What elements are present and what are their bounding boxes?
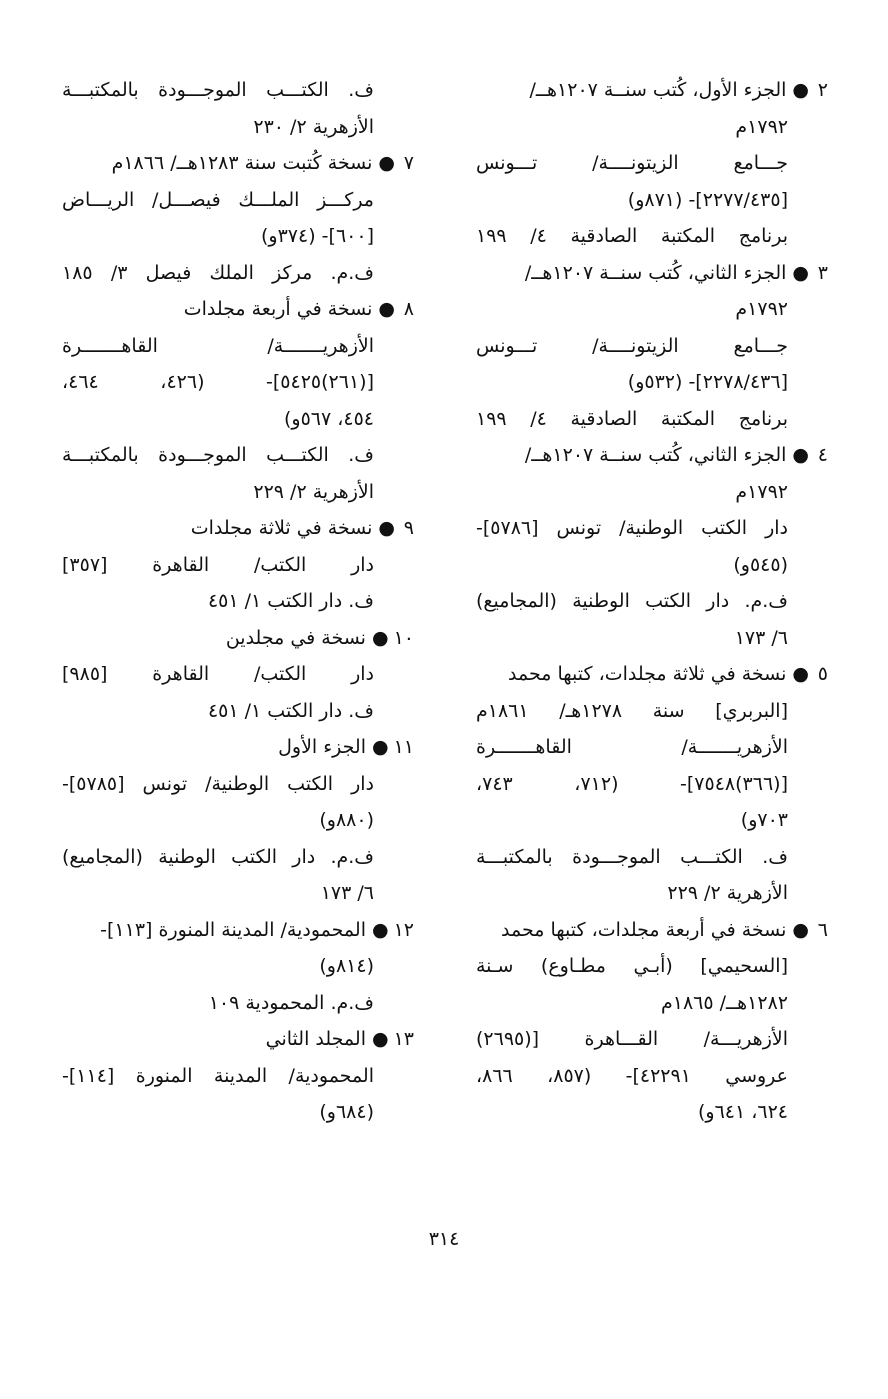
bullet-icon: ● (792, 918, 809, 941)
entry-heading-line (476, 72, 828, 109)
entry-number: ١٠ (393, 626, 414, 649)
entry-heading-line (62, 510, 414, 547)
catalog-entry (476, 255, 828, 438)
entry-line: [السحيمي] (أبـي مطـاوع) سـنة (476, 955, 788, 977)
entry-line: ١٧٩٢م (735, 298, 788, 320)
entry-line: (٦٨٤و) (319, 1101, 374, 1123)
entry-number: ٨ (403, 298, 414, 320)
entry-heading-line (476, 656, 828, 693)
entry-text: الجزء الثاني، كُتب سنــة ١٢٠٧هــ/ (524, 261, 787, 284)
entry-line: [(٢٦١)٥٤٢٥]- (٤٢٦، ٤٦٤، (62, 371, 374, 393)
catalog-entry (62, 620, 414, 730)
entry-line: الأزهريـــة/ القـــاهرة [(٢٦٩٥) (476, 1028, 788, 1050)
entry-line: ١٧٩٢م (735, 115, 788, 138)
bullet-icon: ● (378, 517, 395, 539)
bullet-icon: ● (792, 261, 809, 284)
entry-number: ٦ (817, 918, 828, 941)
entry-line: الأزهريـــــــة/ القاهـــــــرة (476, 736, 788, 758)
entry-line: الأزهريـــــــة/ القاهـــــــرة (62, 334, 374, 357)
entry-line: ٧٠٣و) (740, 809, 788, 831)
entry-line: الأزهرية ٢/ ٢٢٩ (667, 882, 788, 904)
entry-line: ف.م. مركز الملك فيصل ٣/ ١٨٥ (62, 261, 374, 284)
entry-line: [٢٢٧٧/٤٣٥]- (٨٧١و) (627, 188, 788, 211)
catalog-entry (62, 1021, 414, 1131)
catalog-entry (476, 656, 828, 912)
entry-line: دار الكتب الوطنية/ تونس [٥٧٨٥]- (62, 772, 374, 795)
bullet-icon: ● (371, 736, 389, 758)
entry-heading-line (476, 912, 828, 949)
entry-text: الجزء الثاني، كُتب سنــة ١٢٠٧هــ/ (524, 444, 787, 466)
entry-heading-line (62, 620, 414, 657)
entry-line: [البربري] سنة ١٢٧٨هـ/ ١٨٦١م (476, 699, 788, 722)
entry-heading-line (62, 912, 414, 949)
entry-line: ف.م. دار الكتب الوطنية (المجاميع) (62, 845, 374, 868)
entry-line: برنامج المكتبة الصادقية ٤/ ١٩٩ (476, 407, 788, 430)
entry-number: ٧ (403, 152, 414, 174)
catalog-entry (476, 437, 828, 656)
bullet-icon: ● (792, 444, 809, 466)
entry-line: الأزهرية ٢/ ٢٢٩ (253, 480, 374, 503)
entry-text: المجلد الثاني (265, 1028, 366, 1050)
entry-text: المحمودية/ المدينة المنورة [١١٣]- (100, 918, 366, 941)
catalog-entry (62, 145, 414, 291)
entry-line: [٦٠٠]- (٣٧٤و) (261, 225, 374, 247)
page-number: ٣١٤ (428, 1228, 460, 1250)
entry-line: ٦/ ١٧٣ (320, 882, 374, 904)
entry-line: [(٣٦٦)٧٥٤٨]- (٧١٢، ٧٤٣، (476, 772, 788, 795)
catalog-entry (62, 72, 414, 145)
entry-line: ف.م. دار الكتب الوطنية (المجاميع) (476, 590, 788, 612)
catalog-entry (62, 291, 414, 510)
bullet-icon: ● (378, 152, 395, 174)
entry-line: ١٢٨٢هــ/ ١٨٦٥م (660, 991, 788, 1014)
bullet-icon: ● (792, 79, 809, 101)
entry-number: ١١ (393, 736, 414, 758)
left-column (62, 72, 414, 1131)
entry-heading-line (476, 255, 828, 292)
entry-number: ٣ (817, 261, 828, 284)
bullet-icon: ● (371, 1028, 389, 1050)
catalog-entry (62, 912, 414, 1022)
entry-text: الجزء الأول، كُتب سنــة ١٢٠٧هــ/ (529, 79, 787, 101)
entry-line: مركـــز الملـــك فيصـــل/ الريـــاض (62, 188, 374, 211)
entry-text: نسخة كُتبت سنة ١٢٨٣هــ/ ١٨٦٦م (111, 152, 373, 174)
right-column (476, 72, 828, 1131)
entry-line: ٦٢٤، ٦٤١و) (697, 1101, 788, 1123)
entry-line: عروسي ٤٢٢٩١]- (٨٥٧، ٨٦٦، (476, 1064, 788, 1087)
entry-line: برنامج المكتبة الصادقية ٤/ ١٩٩ (476, 225, 788, 247)
entry-text: نسخة في ثلاثة مجلدات (190, 517, 373, 539)
entry-heading-line (62, 291, 414, 328)
entry-line: ١٧٩٢م (735, 480, 788, 503)
bullet-icon: ● (371, 626, 389, 649)
entry-line: دار الكتب/ القاهرة [٩٨٥] (62, 663, 374, 685)
entry-line: ف. الكتـــب الموجـــودة بالمكتبـــة (476, 845, 788, 868)
entry-text: نسخة في مجلدين (225, 626, 366, 649)
entry-line: ف. الكتـــب الموجـــودة بالمكتبـــة (62, 444, 374, 466)
entry-heading-line (62, 1021, 414, 1058)
entry-line: ف. دار الكتب ١/ ٤٥١ (207, 590, 374, 612)
entry-number: ١٣ (393, 1028, 414, 1050)
entry-text: نسخة في ثلاثة مجلدات، كتبها محمد (508, 663, 787, 685)
entry-line: الأزهرية ٢/ ٢٣٠ (253, 115, 374, 138)
entry-line: ف.م. المحمودية ١٠٩ (208, 991, 374, 1014)
entry-line: (٨١٤و) (319, 955, 374, 977)
catalog-entry (476, 72, 828, 255)
catalog-entry (62, 729, 414, 912)
entry-line: ف. دار الكتب ١/ ٤٥١ (207, 699, 374, 722)
entry-heading-line (62, 145, 414, 182)
entry-heading-line (476, 437, 828, 474)
entry-number: ٤ (817, 444, 828, 466)
entry-number: ٥ (817, 663, 828, 685)
catalog-entry (62, 510, 414, 620)
entry-text: نسخة في أربعة مجلدات (183, 298, 373, 320)
entry-line: ٦/ ١٧٣ (734, 626, 788, 649)
entry-line: ٤٥٤، ٥٦٧و) (283, 407, 374, 430)
bullet-icon: ● (371, 918, 389, 941)
entry-line: المحمودية/ المدينة المنورة [١١٤]- (62, 1064, 374, 1087)
entry-number: ١٢ (393, 918, 414, 941)
entry-text: الجزء الأول (278, 736, 366, 758)
entry-line: جـــامع الزيتونــــة/ تـــونس (476, 334, 788, 357)
entry-number: ٢ (817, 79, 828, 101)
entry-line: دار الكتب/ القاهرة [٣٥٧] (62, 553, 374, 576)
entry-line: [٢٢٧٨/٤٣٦]- (٥٣٢و) (627, 371, 788, 393)
bullet-icon: ● (792, 663, 809, 685)
entry-line: (٥٤٥و) (733, 553, 788, 576)
entry-line: (٨٨٠و) (319, 809, 374, 831)
entry-text: نسخة في أربعة مجلدات، كتبها محمد (501, 918, 787, 941)
entry-line: ف. الكتـــب الموجـــودة بالمكتبـــة (62, 79, 374, 101)
catalog-entry (476, 912, 828, 1131)
entry-heading-line (62, 729, 414, 766)
entry-number: ٩ (403, 517, 414, 539)
entry-line: دار الكتب الوطنية/ تونس [٥٧٨٦]- (476, 517, 788, 539)
bullet-icon: ● (378, 298, 395, 320)
entry-line: جـــامع الزيتونــــة/ تـــونس (476, 152, 788, 174)
